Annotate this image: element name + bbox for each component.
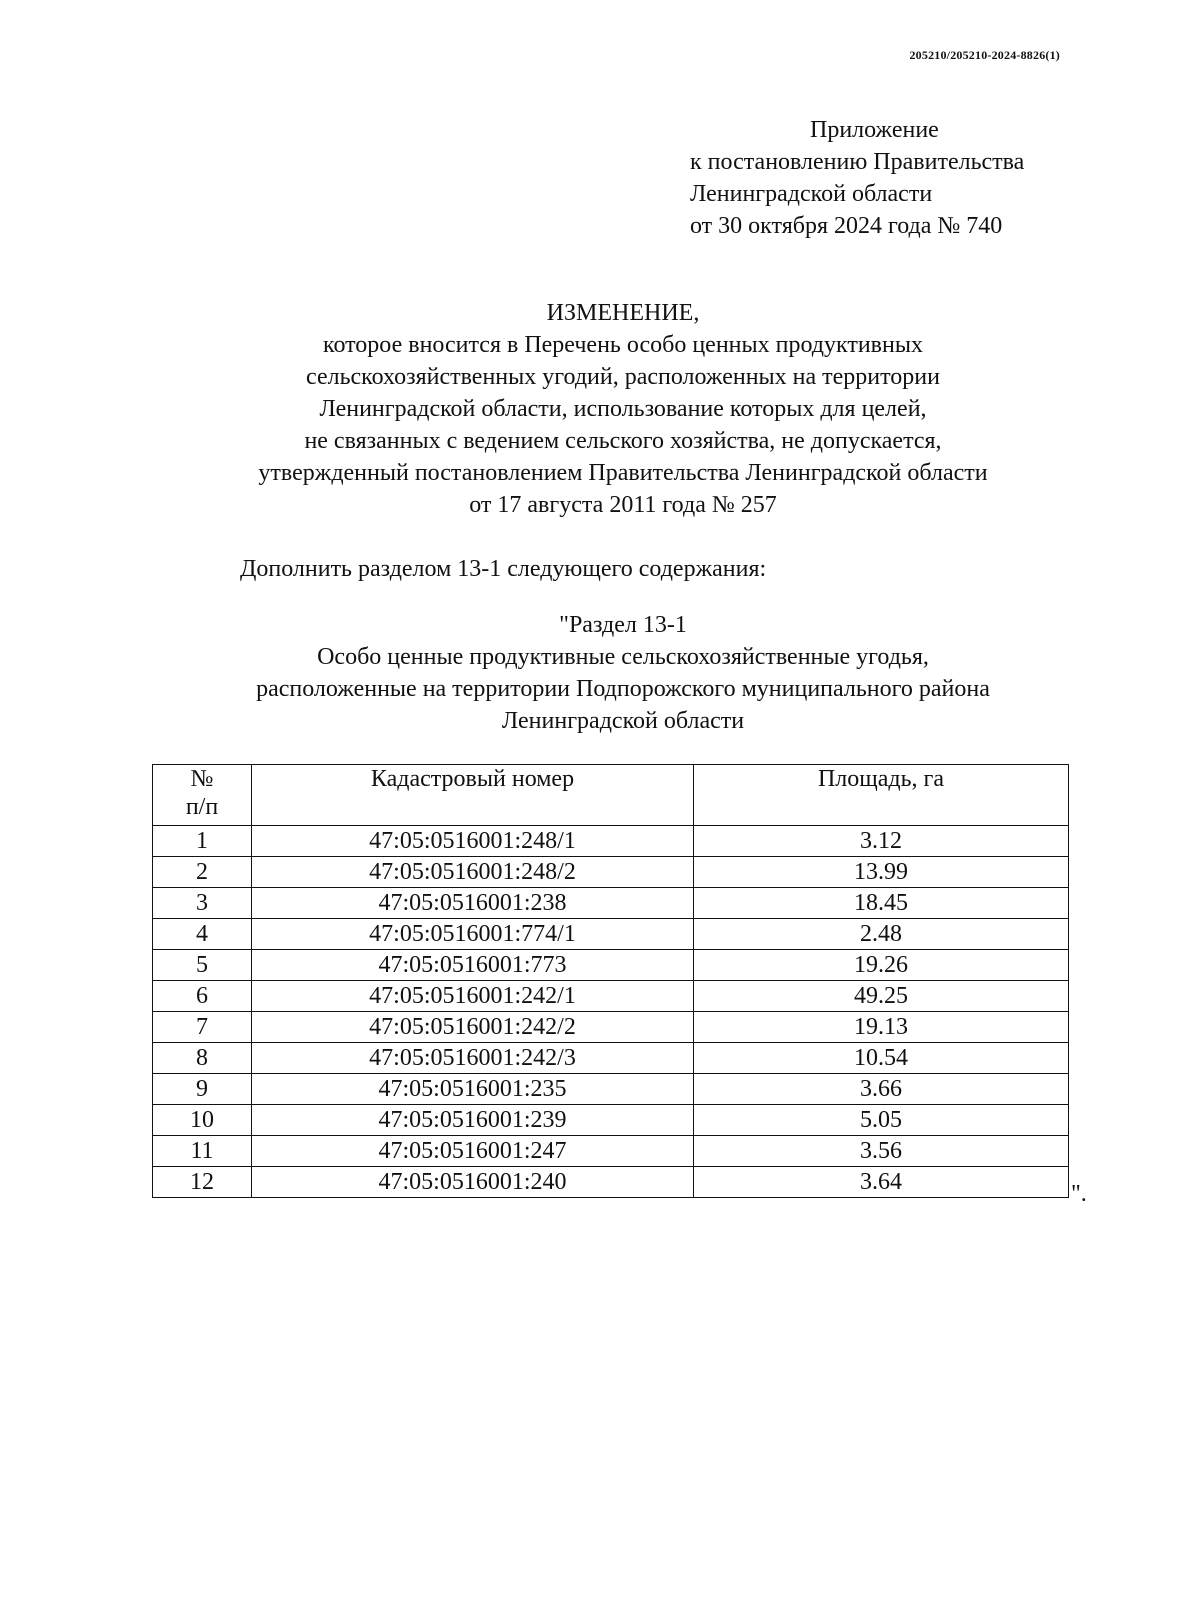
cell-area: 19.26 [694,950,1069,981]
table-row [153,919,1069,950]
cell-area: 19.13 [694,1012,1069,1043]
appendix-title: Приложение [810,117,939,143]
cell-num: 10 [153,1105,252,1136]
cell-num: 11 [153,1136,252,1167]
cell-cadastral: 47:05:0516001:773 [252,950,694,981]
table-header-row [153,765,1069,826]
supplement-paragraph: Дополнить разделом 13-1 следующего содержания: [240,556,767,582]
header-num [153,765,252,826]
cell-area: 3.66 [694,1074,1069,1105]
appendix-line: Ленинградской области [690,181,933,207]
section-title: "Раздел 13-1 [559,612,687,638]
cell-area: 13.99 [694,857,1069,888]
table-row [153,1136,1069,1167]
cell-cadastral: 47:05:0516001:248/2 [252,857,694,888]
table-row [153,1043,1069,1074]
appendix-line: к постановлению Правительства [690,149,1025,175]
heading-line: которое вносится в Перечень особо ценных продуктивных [323,332,923,358]
cell-cadastral: 47:05:0516001:242/3 [252,1043,694,1074]
cell-area: 3.64 [694,1167,1069,1198]
section-line: Ленинградской области [501,708,745,734]
cell-area: 49.25 [694,981,1069,1012]
cell-area: 3.56 [694,1136,1069,1167]
cell-num: 3 [153,888,252,919]
heading-line: Ленинградской области, использование которых для целей, [319,396,927,422]
heading-line: не связанных с ведением сельского хозяйства, не допускается, [304,428,942,454]
document-id: 205210/205210-2024-8826(1) [909,48,1060,62]
cell-cadastral: 47:05:0516001:240 [252,1167,694,1198]
table-row [153,1167,1069,1198]
header-num-line1: № [190,766,214,792]
table-row [153,1012,1069,1043]
cell-cadastral: 47:05:0516001:774/1 [252,919,694,950]
cell-num: 7 [153,1012,252,1043]
land-table [152,764,1069,1198]
cell-num: 1 [153,826,252,857]
closing-quote-mark: ". [1071,1181,1087,1207]
cell-num: 5 [153,950,252,981]
appendix-block [690,114,1024,242]
cell-cadastral: 47:05:0516001:242/1 [252,981,694,1012]
cell-area: 3.12 [694,826,1069,857]
heading-line: утвержденный постановлением Правительства Ленинградской области [258,460,988,486]
heading-line: сельскохозяйственных угодий, расположенных на территории [306,364,940,390]
cell-num: 6 [153,981,252,1012]
cell-cadastral: 47:05:0516001:242/2 [252,1012,694,1043]
table-row [153,1074,1069,1105]
header-area: Площадь, га [694,765,1069,826]
table-row [153,826,1069,857]
header-num-line2: п/п [185,794,219,820]
document-heading [0,297,1200,521]
cell-num: 8 [153,1043,252,1074]
section-line: расположенные на территории Подпорожского муниципального района [256,676,990,702]
cell-area: 5.05 [694,1105,1069,1136]
cell-cadastral: 47:05:0516001:239 [252,1105,694,1136]
cell-num: 4 [153,919,252,950]
cell-num: 12 [153,1167,252,1198]
cell-cadastral: 47:05:0516001:238 [252,888,694,919]
table-row [153,857,1069,888]
cell-cadastral: 47:05:0516001:235 [252,1074,694,1105]
heading-title: ИЗМЕНЕНИЕ, [546,300,700,326]
header-cadastral: Кадастровый номер [252,765,694,826]
cell-area: 10.54 [694,1043,1069,1074]
appendix-line: от 30 октября 2024 года № 740 [690,213,1003,239]
cell-num: 2 [153,857,252,888]
section-heading [0,609,1200,737]
cell-area: 18.45 [694,888,1069,919]
heading-line: от 17 августа 2011 года № 257 [469,492,777,518]
cell-num: 9 [153,1074,252,1105]
cell-cadastral: 47:05:0516001:247 [252,1136,694,1167]
table-row [153,888,1069,919]
cell-area: 2.48 [694,919,1069,950]
cell-cadastral: 47:05:0516001:248/1 [252,826,694,857]
section-line: Особо ценные продуктивные сельскохозяйственные угодья, [317,644,929,670]
table-row [153,981,1069,1012]
table-row [153,950,1069,981]
table-row [153,1105,1069,1136]
